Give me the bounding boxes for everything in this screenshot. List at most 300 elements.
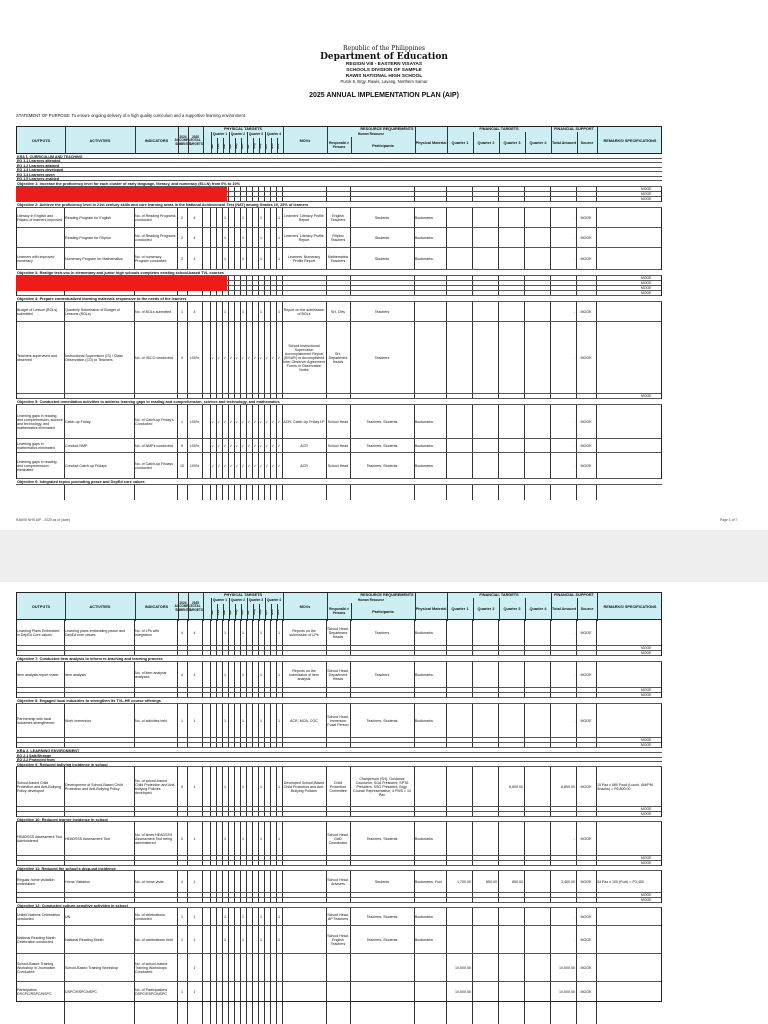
month-check: ✓ [277, 443, 281, 448]
activity-cell: Work Immersion [65, 718, 92, 723]
accomplishment-cell: 0 [181, 784, 183, 789]
activity-cell: UN [65, 914, 71, 919]
col-remarks: REMARKS/ SPECIFICATIONS [603, 138, 657, 143]
header-divider [188, 593, 189, 621]
header-divider [229, 598, 230, 621]
header-divider [203, 127, 204, 155]
indicator-cell: No. of Reading Programs conducted [135, 213, 176, 222]
month-check: ✓ [217, 355, 221, 360]
statement-of-purpose: STATEMENT OF PURPOSE: To ensure ongoing delivery of a high quality curriculum and a supportive learning environment. [16, 113, 247, 118]
responsible-cell: School Head, Advisers [327, 877, 349, 886]
target-cell: 4 [193, 235, 196, 240]
responsible-cell: School Head, Immersion Focal Person [327, 714, 349, 728]
month-check: ✓ [235, 419, 239, 424]
aip-table-page-1 [16, 126, 662, 500]
col-financial-targets: FINANCIAL TARGETS [479, 593, 519, 598]
month-check: ✓ [235, 463, 239, 468]
responsible-cell: School Head, GAD Coordinator [327, 832, 349, 846]
month-value: 1 [278, 937, 280, 942]
month-check: ✓ [223, 355, 227, 360]
month-check: ✓ [229, 355, 233, 360]
objective-text: Objective 3: Realign tech-voc in elementary and junior high schools completes existing school-based TVL courses [17, 270, 224, 275]
header-divider [241, 604, 242, 621]
mooe-label: MOOE [641, 898, 652, 902]
indicator-cell: No. of school-based Training Workshops Conducted [135, 961, 167, 975]
month-check: ✓ [223, 443, 227, 448]
month-check: ✓ [235, 443, 239, 448]
month-check: ✓ [241, 419, 245, 424]
material-cell: Bookmarks [415, 215, 433, 220]
objective-text: Objective 9: Reduced bullying incidence in school [17, 762, 108, 767]
activity-cell: School-Based Training Workshop [65, 965, 119, 970]
material-cell: Bookmarks [415, 443, 433, 448]
total-amount-cell: 10,000.00 [559, 965, 575, 970]
source-cell: MOOE [580, 718, 592, 723]
source-cell: MOOE [580, 463, 592, 468]
objective-row [16, 656, 662, 662]
activity-cell: Conduct Catch-up Fridays [65, 463, 107, 468]
target-cell: 100% [189, 419, 200, 424]
activity-cell: Catch-up Friday [65, 419, 91, 424]
participants-cell: Chairperson (SH), Guidance Counselor, SGA President, SPTA President, SSG President, Brgy. Council Representative, 4 PMS = 10 Pax [352, 776, 412, 798]
document-title: 2025 ANNUAL IMPLEMENTATION PLAN (AIP) [309, 91, 459, 99]
col-movs: MOVs [299, 604, 311, 609]
fin-q3-cell: 6,800.00 [509, 784, 523, 789]
objective-text: Objective 11: Reduced the school's drop-out incidence [17, 866, 116, 871]
output-cell: Teachers supervised and observed [17, 353, 57, 362]
source-cell: MOOE [580, 784, 592, 789]
participants-cell: Teachers [374, 672, 390, 677]
header-divider [551, 127, 552, 155]
page-gap [0, 530, 768, 582]
month-value: 1 [278, 630, 280, 635]
responsible-cell: SH, Department Heads [328, 351, 348, 365]
month-value: 1 [260, 672, 262, 677]
output-cell: Item analysis report made [17, 672, 59, 677]
responsible-cell: Filipino Teachers [330, 233, 346, 242]
month-check: ✓ [247, 419, 251, 424]
header-divider [247, 132, 248, 155]
month-check: ✓ [265, 463, 269, 468]
month-check: ✓ [211, 355, 215, 360]
objective-row [16, 762, 662, 767]
activity-cell: Learning plans embedding peace and DepEd core values [65, 628, 126, 637]
accomplishment-cell: 1 [181, 989, 183, 994]
col-physical-material: Physical Material [415, 607, 447, 612]
responsible-cell: School Head, Department Heads [327, 668, 349, 682]
header-divider [525, 132, 526, 155]
month-value: 1 [224, 836, 226, 841]
total-amount-cell: - [573, 256, 575, 261]
responsible-cell: School Head [327, 419, 349, 424]
col-month: Feb [216, 143, 220, 150]
header-divider [135, 127, 136, 155]
month-check: ✓ [277, 463, 281, 468]
header-divider [65, 593, 66, 621]
mov-cell: ACR [300, 443, 308, 448]
month-value: 1 [260, 309, 262, 314]
target-cell: 100% [189, 355, 200, 360]
header-divider [283, 127, 284, 155]
source-cell: MOOE [580, 672, 592, 677]
month-check: ✓ [277, 355, 281, 360]
objective-text: Objective 6: Integrated topics promoting peace and DepEd core values [17, 479, 145, 484]
header-divider [577, 132, 578, 155]
school-address: Purok 5, Brgy. Rawis, Lavang, Northern Samar [340, 79, 428, 85]
total-amount-cell: - [573, 355, 575, 360]
month-check: ✓ [271, 355, 275, 360]
accomplishment-cell: 4 [181, 630, 183, 635]
indicator-cell: No. of item analysis analyzed [135, 670, 167, 679]
objective-text: Objective 1: Increase the proficiency level for each cluster of early language, literacy, and numeracy (ELLN) from 0% to 10% [17, 181, 240, 186]
objective-text: Objective 7: Conducted item analysis to inform re-teaching and learning process [17, 656, 163, 661]
header-divider [211, 132, 212, 155]
header-divider [135, 593, 136, 621]
mooe-label: MOOE [641, 807, 652, 811]
total-amount-cell: 3,400.00 [561, 879, 575, 884]
source-cell: MOOE [580, 309, 592, 314]
col-remarks: REMARKS/ SPECIFICATIONS [603, 604, 657, 609]
month-value: 1 [260, 784, 262, 789]
target-cell: 1 [193, 836, 196, 841]
month-value: 1 [260, 215, 262, 220]
target-cell: 100% [189, 443, 200, 448]
indicator-cell: No. of Catch-up Friday's Conducted [135, 417, 174, 426]
header-divider [217, 604, 218, 621]
participants-cell: Teachers, Students [366, 443, 398, 448]
header-divider [178, 127, 179, 155]
output-cell: Budget of Lesson (BOLs) submitted [17, 307, 58, 316]
header-divider [551, 593, 552, 621]
material-cell: Bookmarks [415, 235, 433, 240]
month-value: 1 [224, 309, 226, 314]
header-divider [415, 127, 416, 155]
participants-cell: Teachers [374, 355, 390, 360]
month-value: 1 [242, 309, 244, 314]
col-fin-quarter-1: Quarter 1 [451, 141, 469, 146]
accomplishment-cell: 0 [181, 836, 183, 841]
month-value: 1 [278, 914, 280, 919]
target-cell: 1 [193, 879, 196, 884]
month-value: 1 [260, 256, 262, 261]
month-value: 1 [278, 235, 280, 240]
month-value: 1 [278, 718, 280, 723]
objective-row [16, 202, 662, 208]
accomplishment-cell: 2 [181, 256, 183, 261]
month-check: ✓ [253, 443, 257, 448]
month-check: ✓ [265, 355, 269, 360]
objective-text: Objective 2: Achieve the proficiency level in 21st century skills and core learning areas in the National Achievement Test (NAT) among Grades 10, 25% of learners [17, 202, 309, 207]
mooe-label: MOOE [641, 856, 652, 860]
header-divider [265, 598, 266, 621]
target-cell: 4 [193, 256, 196, 261]
col-participants: Participants [372, 609, 394, 614]
fin-q3-cell: 850.00 [512, 879, 523, 884]
col-quarter-3: Quarter 3 [248, 132, 264, 137]
col-outputs: OUTPUTS [31, 138, 51, 143]
indicator-cell: No. of IS/CO conducted [135, 355, 173, 360]
month-check: ✓ [271, 419, 275, 424]
header-divider [447, 127, 448, 155]
col-fin-quarter-1: Quarter 1 [451, 607, 469, 612]
accomplishment-cell: 1 [181, 419, 183, 424]
indicator-cell: No. of school-based Child Protection and Anti-bullying Policies developed [135, 778, 176, 796]
material-cell: Bookmarks [415, 630, 433, 635]
col-month: Jan [210, 143, 214, 150]
col-month: May [234, 609, 238, 616]
mooe-label: MOOE [641, 291, 652, 295]
source-cell: MOOE [580, 355, 592, 360]
mov-cell: Reports on the submission of LPs [289, 628, 319, 637]
activity-cell: Conduct NMP [65, 443, 88, 448]
col-month: Jan [210, 609, 214, 616]
aip-table-page-2 [16, 592, 662, 1024]
col-month: Mar [222, 609, 226, 616]
col-financial-support: FINANCIAL SUPPORT [554, 593, 594, 598]
month-value: 1 [242, 784, 244, 789]
month-check: ✓ [217, 419, 221, 424]
month-value: 1 [260, 630, 262, 635]
region-line: REGION VIII - EASTERN VISAYAS [345, 62, 423, 67]
col-quarter-1: Quarter 1 [212, 132, 228, 137]
kra-text: EO 2.2 Protected from [17, 758, 55, 762]
total-amount-cell: - [573, 718, 575, 723]
month-value: 1 [278, 309, 280, 314]
header-divider [473, 598, 474, 621]
responsible-cell: SH, DHs [331, 309, 345, 314]
month-value: 1 [224, 937, 226, 942]
header-divider [271, 604, 272, 621]
footer-left: RAWIS NHS AIP - 2025 as of (date) [16, 518, 70, 522]
header-divider [415, 593, 416, 621]
col-month: Dec [276, 143, 280, 150]
header-divider [253, 604, 254, 621]
indicator-cell: No. of activities held [135, 718, 168, 723]
mov-cell: ACR, MOA, COC [290, 718, 318, 723]
col-physical-targets: PHYSICAL TARGETS [223, 593, 263, 598]
header-divider [203, 593, 204, 621]
month-value: 1 [278, 784, 280, 789]
month-check: ✓ [229, 443, 233, 448]
material-cell: Bookmarks [415, 463, 433, 468]
total-amount-cell: - [573, 235, 575, 240]
col-accomplishments: 2024 ACCOMPLI SHMENTS [174, 134, 192, 146]
indicator-cell: No. of times HEADSSS Assessment Tool being administered [135, 832, 173, 846]
output-cell: Learning gaps in reading and comprehension, science and technology, and mathematics eliminated [17, 413, 63, 431]
header-divider [597, 127, 598, 155]
mooe-label: MOOE [641, 743, 652, 747]
mov-cell: ACR, Catch-Up Friday LP [283, 419, 325, 424]
month-check: ✓ [259, 443, 263, 448]
participants-cell: Teachers, Students [366, 836, 398, 841]
material-cell: Bookmarks [415, 914, 433, 919]
indicator-cell: No. of numeracy Program conducted [135, 254, 167, 263]
document-header [0, 46, 768, 99]
mov-cell: Reports on the submission of item analysis [289, 668, 319, 682]
total-amount-cell: - [573, 463, 575, 468]
accomplishment-cell: 1 [181, 937, 183, 942]
indicator-cell: No. of NMPs conducted [135, 443, 173, 448]
col-physical-material: Physical Material [415, 141, 447, 146]
target-cell: 1 [193, 784, 196, 789]
col-month: Feb [216, 609, 220, 616]
material-cell: Bookmarks [415, 256, 433, 261]
header-divider [499, 598, 500, 621]
indicator-cell: No. of Reading Programs conducted [135, 233, 176, 242]
col-targets: 2025 TOTAL TARGETS [188, 600, 203, 612]
col-source: Source [580, 141, 594, 146]
activity-cell: Reading Program for Filipino [65, 235, 111, 240]
total-amount-cell: 10,000.00 [559, 989, 575, 994]
month-value: 1 [242, 630, 244, 635]
fin-q1-cell: 10,000.00 [455, 989, 471, 994]
target-cell: 1 [193, 965, 196, 970]
header-divider [178, 593, 179, 621]
col-month: Apr [228, 609, 232, 616]
header-divider [351, 603, 352, 621]
month-value: 1 [278, 256, 280, 261]
month-check: ✓ [211, 419, 215, 424]
col-quarter-2: Quarter 2 [230, 598, 246, 603]
col-total-amount: Total Amount [551, 141, 577, 146]
source-cell: MOOE [580, 965, 592, 970]
target-cell: 4 [193, 309, 196, 314]
month-value: 1 [224, 630, 226, 635]
header-divider [253, 138, 254, 155]
header-divider [447, 593, 448, 621]
month-value: 1 [242, 718, 244, 723]
month-value: 1 [242, 215, 244, 220]
table-header [16, 592, 662, 620]
objective-text: KRA 2. LEARNING ENVIRONMENT [17, 748, 80, 753]
header-divider [499, 132, 500, 155]
material-cell: Bookmarks, Fuel [415, 879, 442, 884]
col-indicators: INDICATORS [144, 604, 169, 609]
source-cell: MOOE [580, 836, 592, 841]
material-cell: Bookmarks [415, 937, 433, 942]
material-cell: Bookmarks [415, 672, 433, 677]
month-check: ✓ [247, 443, 251, 448]
header-divider [327, 127, 328, 155]
accomplishment-cell: 1 [181, 718, 183, 723]
output-cell: Learning gaps in mathematics eliminated [17, 441, 55, 450]
month-value: 1 [278, 672, 280, 677]
responsible-cell: School Head, AP Teachers [327, 912, 349, 921]
col-accomplishments: 2024 ACCOMPLI SHMENTS [174, 600, 192, 612]
material-cell: Bookmarks [415, 718, 433, 723]
header-divider [247, 598, 248, 621]
red-highlight [16, 276, 227, 291]
output-cell: School-Based Training Workshop in Journalism Conducted [17, 961, 56, 975]
month-check: ✓ [253, 355, 257, 360]
activity-cell: Instructional Supervision (IS) / Class Observation (CO) to Teachers [65, 353, 123, 362]
month-value: 1 [260, 937, 262, 942]
participants-cell: Teachers, Students [366, 463, 398, 468]
accomplishment-cell: 1 [181, 914, 183, 919]
col-quarter-3: Quarter 3 [248, 598, 264, 603]
mov-cell: Learners' Literacy Profile Report [284, 213, 324, 222]
accomplishment-cell: 4 [181, 879, 183, 884]
objective-row [16, 817, 662, 822]
col-fin-quarter-4: Quarter 4 [529, 607, 547, 612]
month-value: 1 [242, 256, 244, 261]
output-cell: Learning Plans Embedded in DepEd Core values [17, 628, 60, 637]
target-cell: 1 [193, 937, 196, 942]
activity-cell: National Reading Month [65, 937, 104, 942]
participants-cell: Teachers [374, 309, 390, 314]
col-quarter-1: Quarter 1 [212, 598, 228, 603]
header-divider [211, 598, 212, 621]
kra-text: EO 1.4 Learners given [17, 172, 55, 177]
month-value: 1 [260, 836, 262, 841]
col-financial-support: FINANCIAL SUPPORT [554, 127, 594, 132]
mooe-label: MOOE [641, 187, 652, 191]
col-month: Oct [264, 144, 268, 150]
objective-row [16, 399, 662, 405]
indicator-cell: No. of home visits [135, 879, 164, 884]
kra-text: EO 1.5 Learners enabled [17, 177, 59, 181]
objective-text: Objective 10: Reduced learner incidence in school [17, 817, 108, 822]
accomplishment-cell: 5 [181, 443, 183, 448]
header-divider [223, 138, 224, 155]
responsible-cell: Mathematics Teachers [327, 254, 349, 263]
month-value: 1 [224, 914, 226, 919]
mooe-label: MOOE [641, 646, 652, 650]
target-cell: 1 [193, 989, 196, 994]
col-movs: MOVs [299, 138, 311, 143]
month-check: ✓ [253, 463, 257, 468]
month-value: 1 [224, 256, 226, 261]
kra-text: EO 1.2 Learners attained [17, 163, 60, 168]
mooe-label: MOOE [641, 688, 652, 692]
col-month: Mar [222, 143, 226, 150]
mooe-label: MOOE [641, 394, 652, 398]
accomplishment-cell: 2 [181, 215, 183, 220]
header-divider [241, 138, 242, 155]
header-divider [525, 598, 526, 621]
col-month: Nov [270, 609, 274, 616]
mooe-label: MOOE [641, 197, 652, 201]
output-cell: National Reading Month Celebration conducted [17, 935, 56, 944]
indicator-cell: No. of celebrations held [135, 937, 173, 942]
col-responsible: Responsibl e Persons [329, 607, 349, 615]
month-value: 1 [260, 718, 262, 723]
accomplishment-cell: 1 [181, 309, 183, 314]
activity-cell: Reading Program for English [65, 215, 112, 220]
mooe-label: MOOE [641, 738, 652, 742]
header-divider [277, 604, 278, 621]
kra-text: EO 1.1 Learners attended [17, 159, 61, 163]
col-fin-quarter-4: Quarter 4 [529, 141, 547, 146]
col-human-resource: Human Resource [357, 131, 385, 136]
total-amount-cell: - [573, 215, 575, 220]
month-check: ✓ [217, 463, 221, 468]
activity-cell: Home Visitation [65, 879, 91, 884]
output-cell: Participation DSCPC/RSPC/NSPC [17, 987, 52, 996]
kra-text: EO 1.3 Learners developed [17, 168, 64, 172]
responsible-cell: School Head, Department Heads [327, 626, 349, 640]
month-check: ✓ [241, 355, 245, 360]
col-activities: ACTIVITIES [89, 604, 111, 609]
source-cell: MOOE [580, 937, 592, 942]
participants-cell: Students [374, 215, 390, 220]
participants-cell: Students [374, 879, 390, 884]
total-amount-cell: - [573, 309, 575, 314]
mov-cell: Learners' Numeracy Profile Report [287, 254, 321, 263]
participants-cell: Teachers, Students [366, 937, 398, 942]
fin-q2-cell: 850.00 [486, 879, 497, 884]
total-amount-cell: - [573, 914, 575, 919]
